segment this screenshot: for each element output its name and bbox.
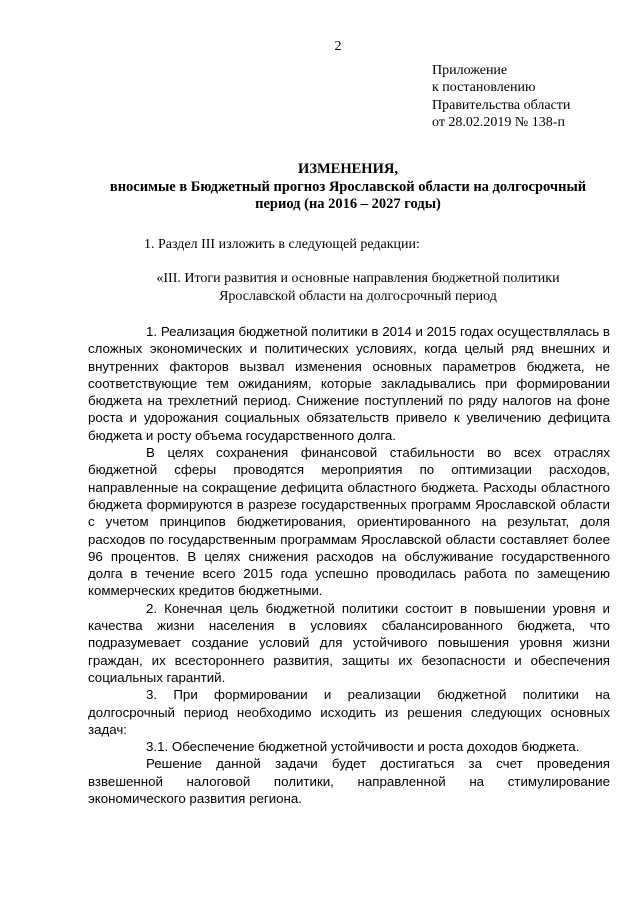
title-line: период (на 2016 – 2027 годы): [255, 196, 441, 212]
paragraph: В целях сохранения финансовой стабильности во всех отраслях бюджетной сферы проводятся мероприятия по оптимизации расходов, направленные на сокращение дефицита областного бюджета. Расходы областного бюджета формируются в разрезе государственных программ Ярославской области с учетом принципов бюджетирования, ориентированного на результат, доля расходов по государственным программам Ярославской области составляет более 96 процентов. В целях снижения расходов на обслуживание государственного долга в течение всего 2015 года успешно проводилась работа по замещению коммерческих кредитов бюджетными.: [88, 445, 610, 599]
annex-block: [432, 62, 570, 131]
heading-line: Ярославской области на долгосрочный период: [219, 288, 497, 304]
heading-line: «III. Итоги развития и основные направления бюджетной политики: [156, 271, 560, 286]
paragraph: Решение данной задачи будет достигаться за счет проведения взвешенной налоговой политики, направленной на стимулирование экономического развития региона.: [88, 756, 610, 807]
annex-line: Правительства области: [432, 97, 571, 113]
annex-line: Приложение: [432, 63, 508, 78]
document-title: [88, 161, 608, 214]
annex-line: от 28.02.2019 № 138-п: [432, 114, 565, 130]
title-line: вносимые в Бюджетный прогноз Ярославской области на долгосрочный: [109, 178, 587, 195]
paragraph: 1. Реализация бюджетной политики в 2014 и 2015 годах осуществлялась в сложных экономических и политических условиях, когда целый ряд внешних и внутренних факторов вызвал изменения основных параметров бюджета, не соответствующие тем ожиданиям, которые закладывались при формировании бюджета на трехлетний период. Снижение поступлений по ряду налогов на фоне роста и удорожания социальных обязательств привело к увеличению дефицита бюджета и росту объема государственного долга.: [88, 324, 610, 443]
annex-line: к постановлению: [432, 80, 536, 96]
paragraph: 2. Конечная цель бюджетной политики состоит в повышении уровня и качества жизни населения в условиях сбалансированного бюджета, что подразумевает создание условий для устойчивого повышения уровня жизни граждан, их всестороннего развития, защиты их безопасности и обеспечения социальных гарантий.: [88, 600, 610, 685]
paragraph: 3.1. Обеспечение бюджетной устойчивости и роста доходов бюджета.: [146, 739, 580, 755]
section-heading: [88, 270, 628, 305]
title-line: ИЗМЕНЕНИЯ,: [298, 161, 398, 177]
amendment-item: 1. Раздел III изложить в следующей редакции:: [144, 237, 420, 252]
paragraph: 3. При формировании и реализации бюджетной политики на долгосрочный период необходимо исходить из решения следующих основных задач:: [88, 687, 610, 737]
body-text: [88, 323, 610, 807]
page-number: 2: [334, 39, 342, 54]
